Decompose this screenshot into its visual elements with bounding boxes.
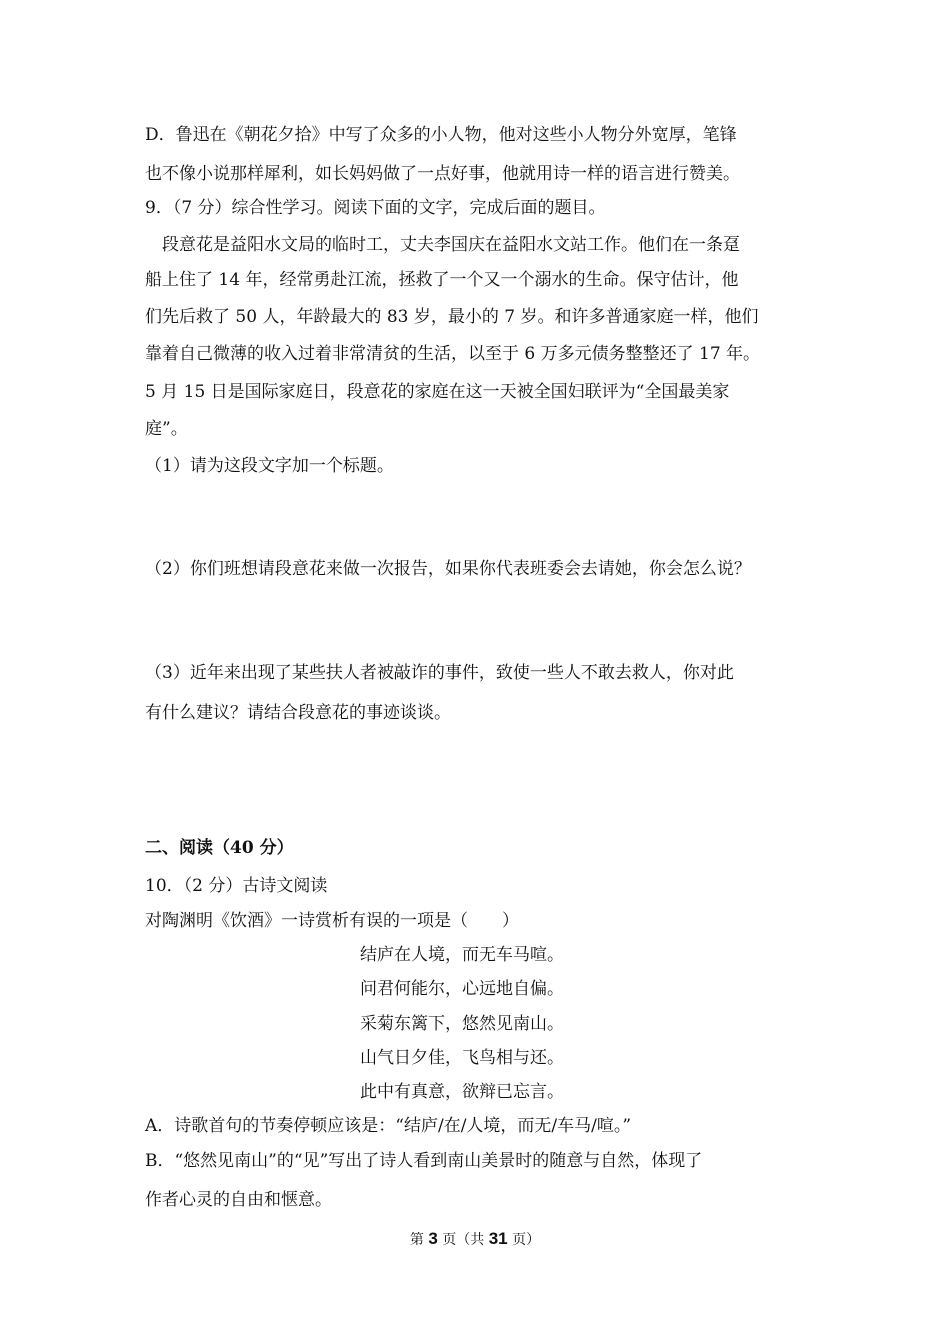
footer-page-number: 3: [428, 1229, 438, 1248]
poem-line: 此中有真意，欲辩已忘言。: [360, 1082, 564, 1102]
poem-line: 结庐在人境，而无车马喧。: [360, 945, 564, 965]
q9-sub3-line2: 有什么建议？请结合段意花的事迹谈谈。: [145, 703, 451, 723]
q8-option-d-line1: D．鲁迅在《朝花夕拾》中写了众多的小人物，他对这些小人物分外宽厚，笔锋: [145, 125, 737, 145]
q9-passage-line: 庭”。: [145, 419, 188, 439]
poem-line: 山气日夕佳，飞鸟相与还。: [360, 1048, 564, 1068]
q8-option-d-line2: 也不像小说那样犀利，如长妈妈做了一点好事，他就用诗一样的语言进行赞美。: [145, 164, 740, 184]
footer-suffix: 页）: [512, 1232, 541, 1248]
q10-stem: 对陶渊明《饮酒》一诗赏析有误的一项是（ ）: [145, 911, 519, 931]
q9-sub3-line1: （3）近年来出现了某些扶人者被敲诈的事件，致使一些人不敢去救人，你对此: [145, 663, 734, 683]
q10-header: 10．（2 分）古诗文阅读: [145, 876, 328, 896]
footer-prefix: 第: [409, 1232, 424, 1248]
q9-header: 9．（7 分）综合性学习。阅读下面的文字，完成后面的题目。: [145, 198, 606, 218]
q9-sub1: （1）请为这段文字加一个标题。: [145, 456, 394, 476]
q10-option-b-line2: 作者心灵的自由和惬意。: [145, 1190, 332, 1210]
section-title: 二、阅读（40 分）: [145, 838, 294, 858]
poem-line: 问君何能尔，心远地自偏。: [360, 979, 564, 999]
q9-passage-line: 们先后救了 50 人，年龄最大的 83 岁，最小的 7 岁。和许多普通家庭一样，他们: [145, 307, 759, 327]
q9-passage-line: 靠着自己微薄的收入过着非常清贫的生活，以至于 6 万多元债务整整还了 17 年。: [145, 344, 761, 364]
q9-passage-line: 段意花是益阳水文局的临时工，丈夫李国庆在益阳水文站工作。他们在一条趸: [145, 235, 740, 255]
q9-passage-line: 船上住了 14 年，经常勇赴江流，拯救了一个又一个溺水的生命。保守估计，他: [145, 270, 739, 290]
footer-total-pages: 31: [488, 1229, 508, 1248]
q10-option-a: A．诗歌首句的节奏停顿应该是：“结庐/在/人境，而无/车马/喧。”: [145, 1116, 632, 1136]
q9-passage-line: 5 月 15 日是国际家庭日，段意花的家庭在这一天被全国妇联评为“全国最美家: [145, 382, 730, 402]
page-footer: [0, 1228, 950, 1251]
footer-middle: 页（共: [442, 1232, 485, 1248]
q10-option-b-line1: B．“悠然见南山”的“见”写出了诗人看到南山美景时的随意与自然，体现了: [145, 1151, 703, 1171]
poem-line: 采菊东篱下，悠然见南山。: [360, 1014, 564, 1034]
q9-sub2: （2）你们班想请段意花来做一次报告，如果你代表班委会去请她，你会怎么说？: [145, 559, 751, 579]
